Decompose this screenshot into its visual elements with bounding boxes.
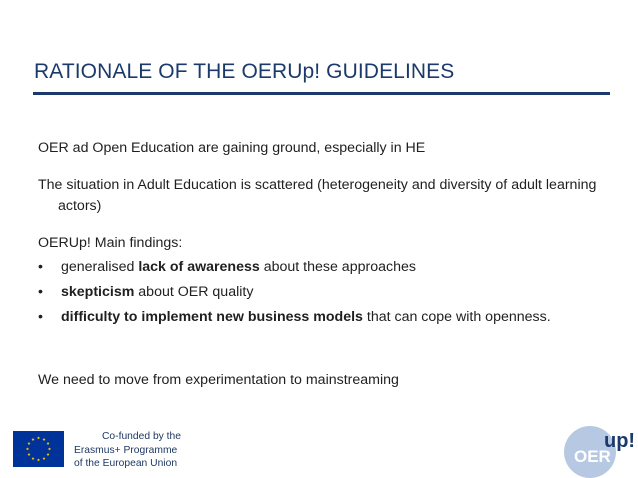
list-item — [38, 307, 598, 328]
oerup-logo-text: OER — [574, 447, 611, 466]
list-item — [38, 257, 598, 278]
slide-body — [38, 138, 598, 391]
paragraph-open-education: OER ad Open Education are gaining ground, especially in HE — [38, 140, 426, 156]
finding-text-pre: generalised — [61, 259, 139, 275]
bullet: • — [38, 259, 43, 275]
finding-text-post: about OER quality — [134, 284, 254, 300]
list-item — [38, 282, 598, 303]
paragraph-adult-education: The situation in Adult Education is scattered (heterogeneity and diversity of adult learning actors) — [38, 177, 597, 214]
eu-funding-line: Erasmus+ Programme — [74, 444, 178, 456]
bullet: • — [38, 284, 43, 300]
finding-text-post: about these approaches — [259, 259, 416, 275]
findings-heading: OERUp! Main findings: — [38, 235, 183, 251]
finding-text-post: that can cope with openness. — [362, 309, 551, 325]
conclusion-text: We need to move from experimentation to mainstreaming — [38, 372, 399, 388]
bullet: • — [38, 309, 43, 325]
title-divider — [33, 92, 610, 95]
eu-funding-line: of the European Union — [74, 458, 178, 469]
eu-flag-icon — [13, 431, 64, 467]
finding-text-bold: lack of awareness — [138, 259, 260, 275]
oerup-logo-up: up! — [604, 430, 636, 452]
finding-text-bold: difficulty to implement new business models — [61, 309, 363, 325]
eu-funding-line: Co-funded by the — [102, 431, 181, 442]
oerup-logo-icon — [560, 420, 638, 478]
finding-text-bold: skepticism — [61, 284, 135, 300]
findings-list — [38, 257, 598, 328]
slide-title: RATIONALE OF THE OERUp! GUIDELINES — [34, 60, 455, 83]
eu-funding-notice — [74, 430, 181, 471]
